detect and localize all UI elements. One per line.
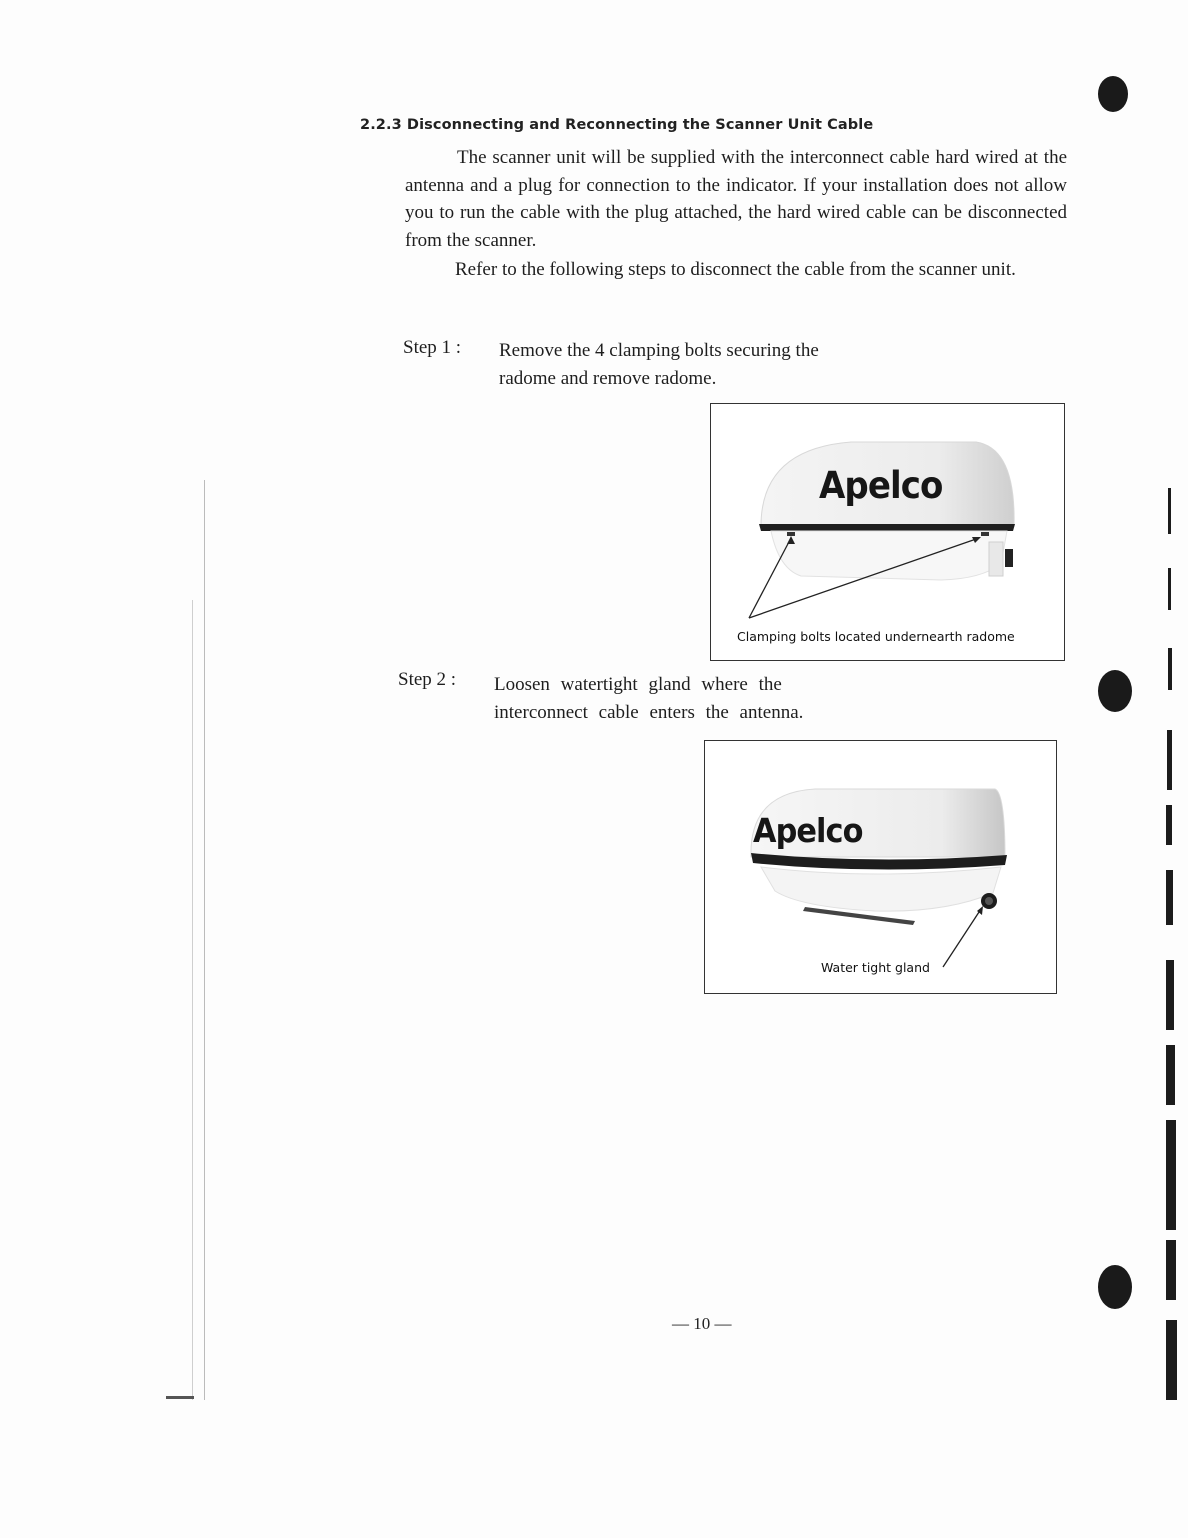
step-1-label: Step 1 : <box>403 337 462 358</box>
scan-edge-mark <box>1168 648 1172 690</box>
scan-binding-line <box>192 600 193 1400</box>
step-2-label: Step 2 : <box>398 669 457 690</box>
step-1-text: Remove the 4 clamping bolts securing the radome and remove radome. <box>499 340 819 389</box>
scan-edge-mark <box>1166 1120 1176 1230</box>
punch-hole-middle <box>1098 670 1132 712</box>
scan-edge-mark <box>1168 488 1171 534</box>
apelco-logo: Apelco <box>819 464 943 507</box>
scan-edge-mark <box>1168 568 1171 610</box>
scan-edge-mark <box>1166 870 1173 925</box>
punch-hole-bottom <box>1098 1265 1132 1309</box>
scan-edge-mark <box>1166 1320 1177 1400</box>
figure-2-caption: Water tight gland <box>821 960 930 975</box>
scan-edge-mark <box>1166 1240 1176 1300</box>
figure-water-tight-gland <box>704 740 1057 994</box>
refer-paragraph: Refer to the following steps to disconnect the cable from the scanner unit. <box>455 259 1016 280</box>
page-number: — 10 — <box>672 1314 732 1333</box>
radome-illustration <box>705 741 1056 993</box>
radome-illustration <box>711 404 1064 660</box>
section-heading: 2.2.3 Disconnecting and Reconnecting the Scanner Unit Cable <box>360 117 874 133</box>
figure-1-caption: Clamping bolts located undernearth radome <box>737 629 1015 644</box>
apelco-logo: Apelco <box>753 811 863 850</box>
intro-paragraph: The scanner unit will be supplied with the interconnect cable hard wired at the antenna and a plug for connection to the indicator. If your installation does not allow you to run the cable with the plug attached, the hard wired cable can be disconnected from the scanner. <box>405 147 1067 251</box>
scan-edge-mark <box>1167 730 1172 790</box>
scan-edge-mark <box>1166 1045 1175 1105</box>
scan-edge-mark <box>166 1396 194 1399</box>
figure-clamping-bolts <box>710 403 1065 661</box>
punch-hole-top <box>1098 76 1128 112</box>
step-2-text: Loosen watertight gland where the interconnect cable enters the antenna. <box>494 674 804 723</box>
scan-edge-mark <box>1166 805 1172 845</box>
scan-binding-line <box>204 480 205 1400</box>
scan-edge-mark <box>1166 960 1174 1030</box>
